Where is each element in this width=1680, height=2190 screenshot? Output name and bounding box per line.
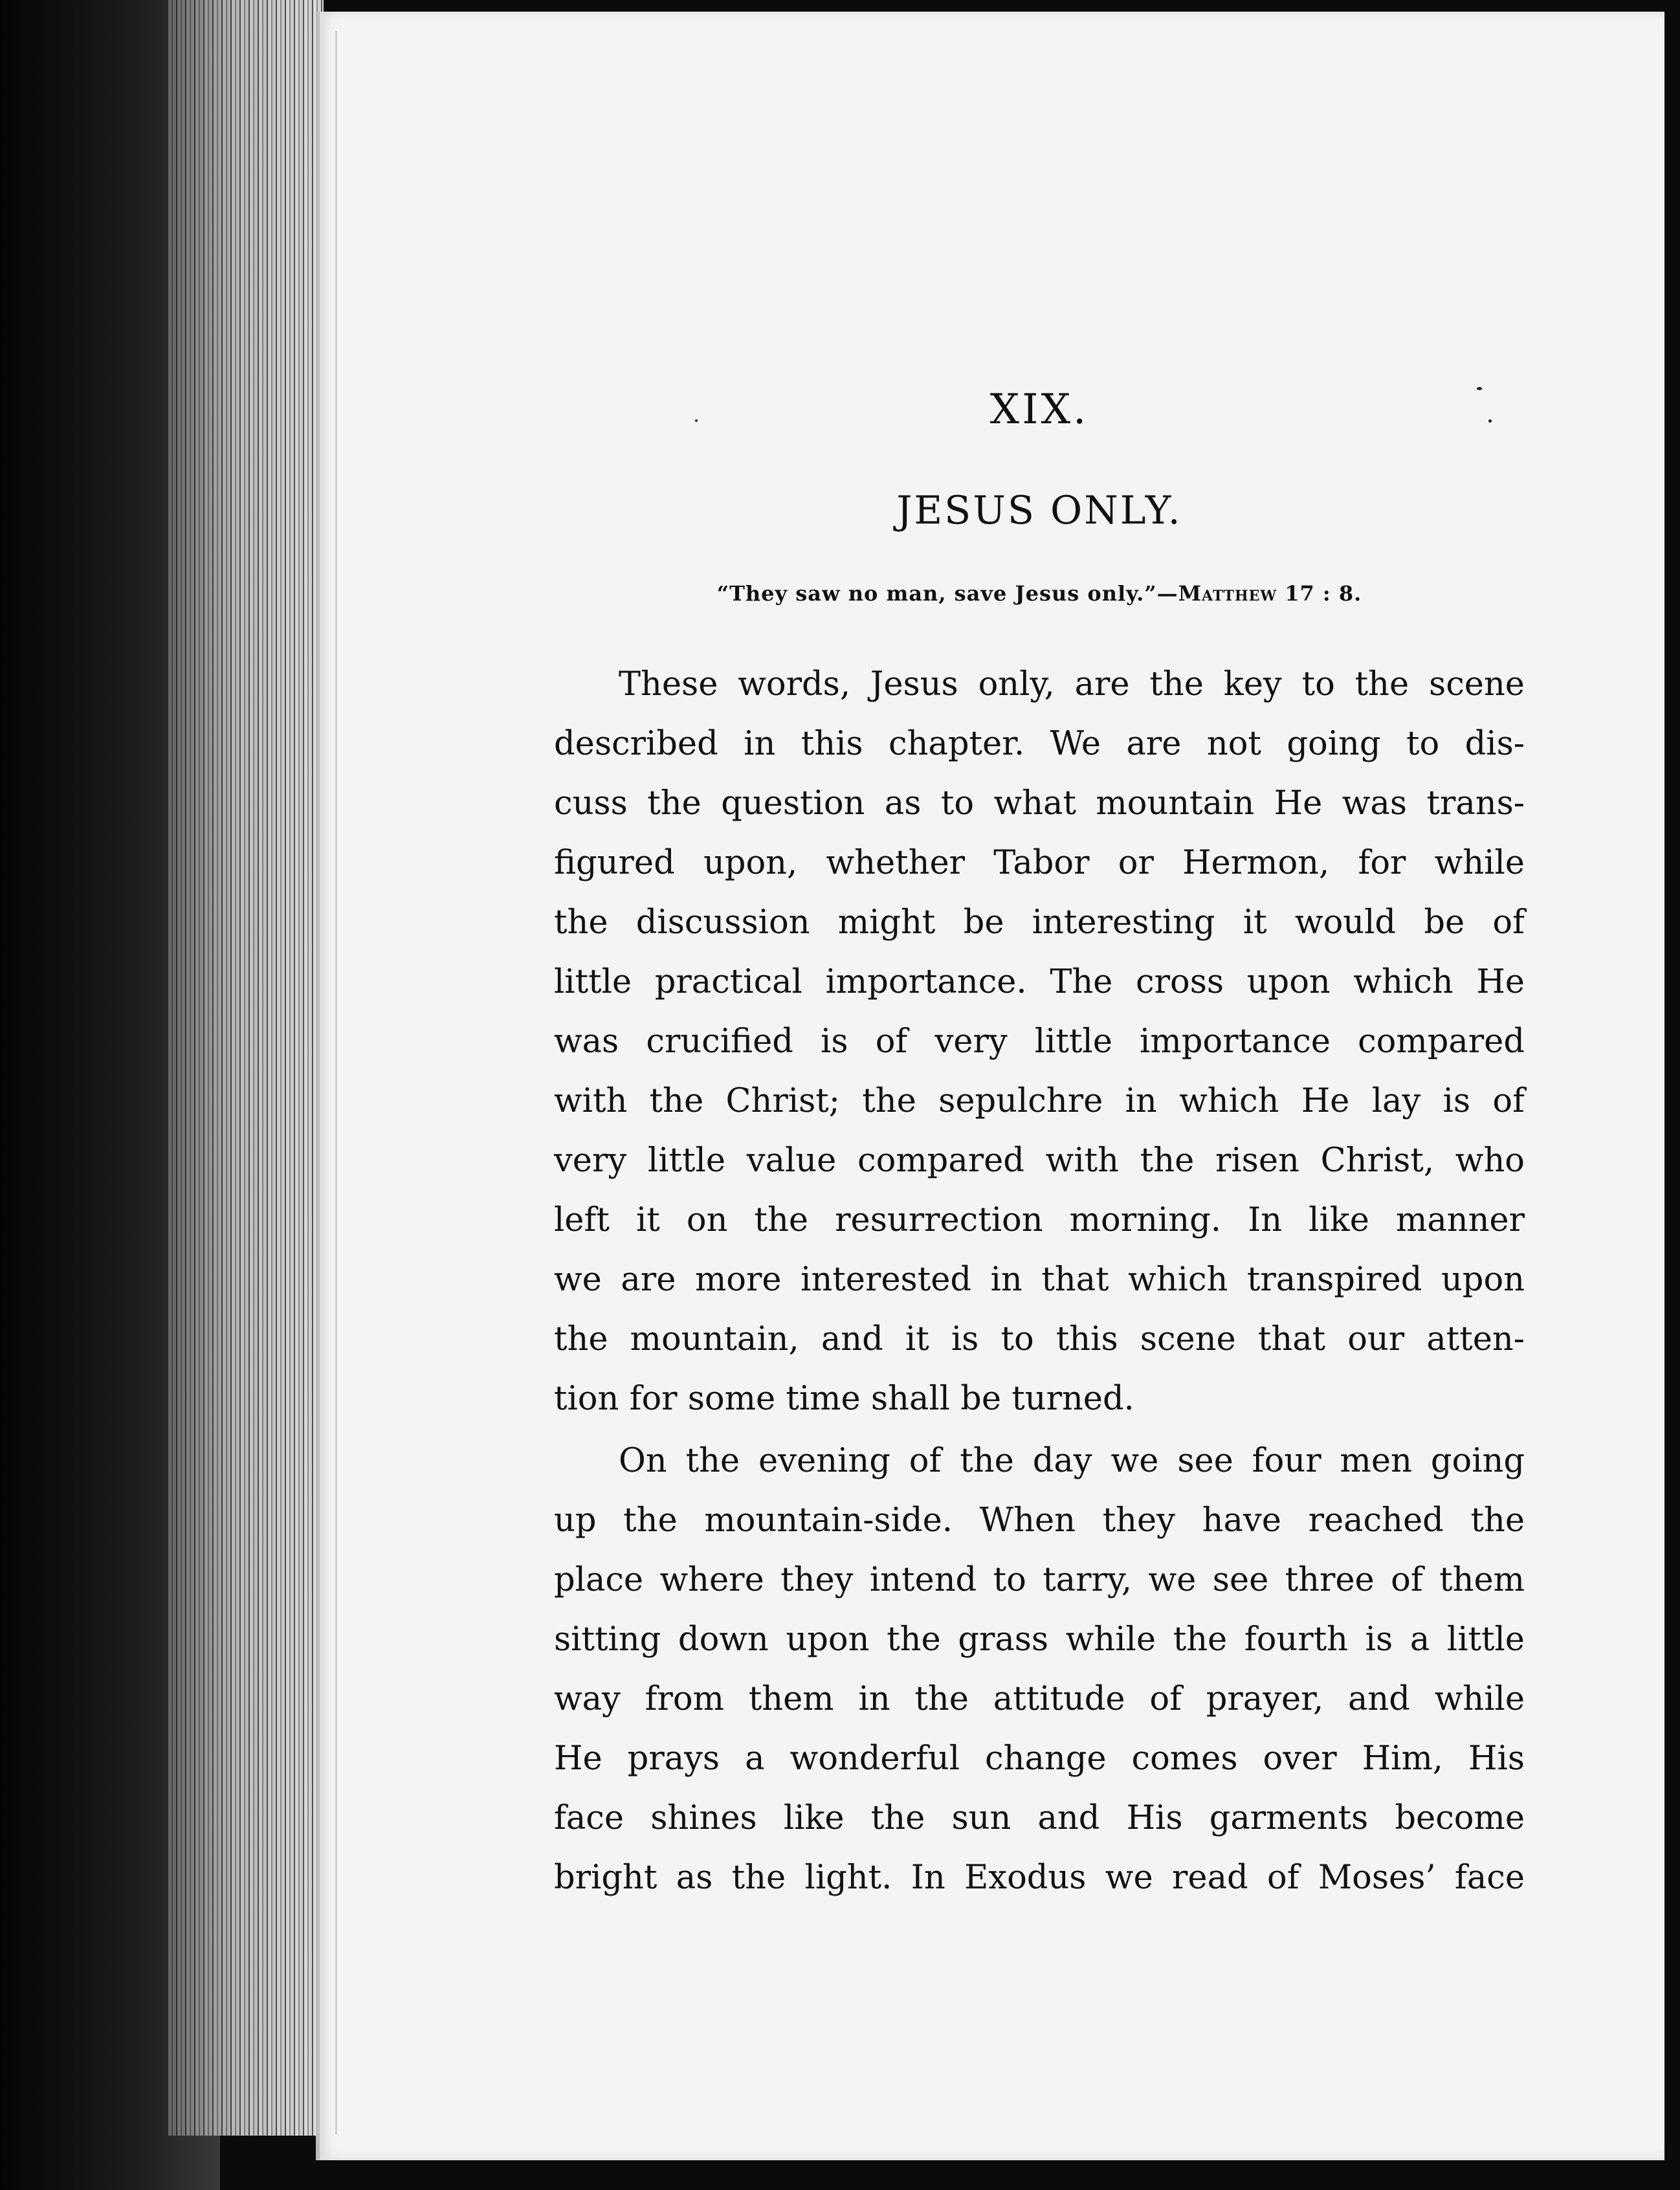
text-line: face shines like the sun and His garments become [554, 1799, 1525, 1837]
scan-speck [1488, 419, 1492, 423]
scan-speck [1477, 387, 1482, 390]
text-line: was crucified is of very little importance compared [554, 1023, 1525, 1061]
text-line: with the Christ; the sepulchre in which He lay is of [554, 1082, 1525, 1120]
text-line: On the evening of the day we see four men going [619, 1442, 1525, 1480]
epigraph-quote: “They saw no man, save Jesus only.”— [716, 581, 1178, 606]
text-line: little practical importance. The cross upon which He [554, 963, 1525, 1001]
scan-speck [695, 419, 698, 422]
text-line: He prays a wonderful change comes over Him, His [554, 1740, 1525, 1778]
text-line: tion for some time shall be turned. [554, 1380, 1134, 1418]
text-line: up the mountain-side. When they have reached the [554, 1501, 1525, 1540]
text-line: the mountain, and it is to this scene that our atten- [554, 1320, 1525, 1358]
text-line: These words, Jesus only, are the key to the scene [619, 665, 1525, 703]
text-line: place where they intend to tarry, we see three of them [554, 1561, 1525, 1599]
text-line: figured upon, whether Tabor or Hermon, for while [554, 844, 1525, 882]
text-line: bright as the light. In Exodus we read of Moses’ face [554, 1859, 1525, 1897]
chapter-title: JESUS ONLY. [896, 488, 1182, 533]
text-line: described in this chapter. We are not going to dis- [554, 725, 1525, 763]
book-page [316, 12, 1664, 2160]
text-line: cuss the question as to what mountain He was trans- [554, 784, 1525, 823]
text-line: left it on the resurrection morning. In like manner [554, 1201, 1525, 1239]
epigraph [554, 581, 1525, 606]
text-line: sitting down upon the grass while the fourth is a little [554, 1620, 1525, 1659]
text-line: way from them in the attitude of prayer, and while [554, 1680, 1525, 1718]
text-line: the discussion might be interesting it would be of [554, 903, 1525, 942]
epigraph-reference: Matthew 17 : 8. [1178, 581, 1362, 606]
text-line: we are more interested in that which transpired upon [554, 1261, 1525, 1299]
page-edges-shadow [168, 0, 324, 2136]
paragraph-2 [554, 1432, 1525, 1908]
paragraph-1 [554, 655, 1525, 1429]
chapter-number: XIX. [989, 386, 1089, 434]
page-fold-line [335, 31, 337, 2134]
text-line: very little value compared with the risen Christ, who [554, 1142, 1525, 1180]
